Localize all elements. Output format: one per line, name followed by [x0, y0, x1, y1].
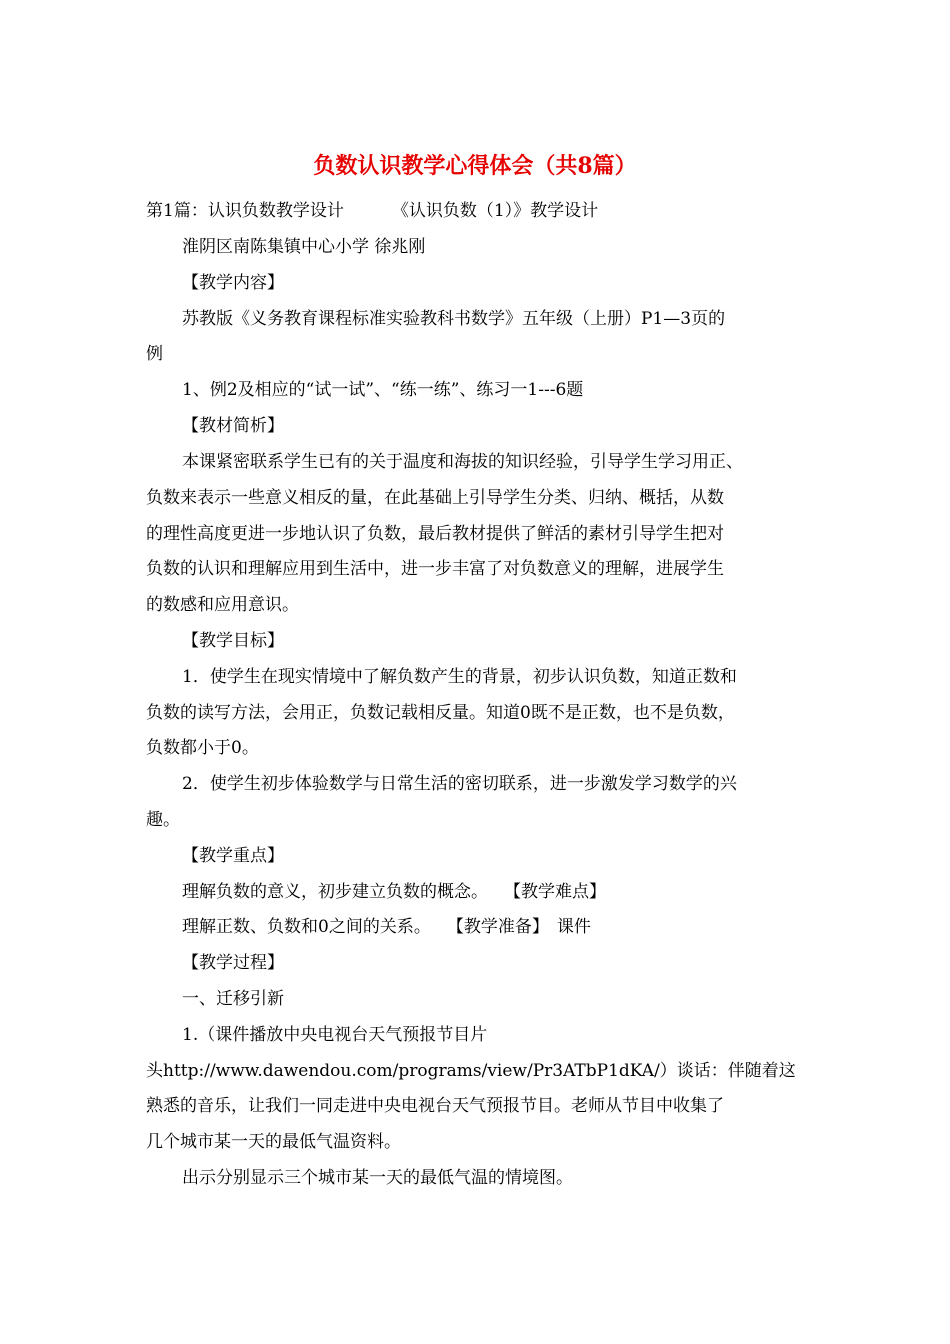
goal-paragraph-line: 2．使学生初步体验数学与日常生活的密切联系，进一步激发学习数学的兴 — [182, 774, 737, 794]
goal-paragraph-line: 负数都小于0。 — [146, 738, 259, 758]
analysis-paragraph-line: 负数来表示一些意义相反的量，在此基础上引导学生分类、归纳、概括，从数 — [146, 488, 724, 508]
process-paragraph-line: 头http://www.dawendou.com/programs/view/Pr3ATbP1dKA/）谈话：伴随着这 — [146, 1061, 796, 1081]
goal-paragraph-line: 1．使学生在现实情境中了解负数产生的背景，初步认识负数，知道正数和 — [182, 667, 737, 687]
difficult-text: 理解正数、负数和0之间的关系。 — [182, 917, 431, 937]
content-paragraph-line: 1、例2及相应的“试一试”、“练一练”、练习一1---6题 — [182, 380, 584, 400]
section-heading-key: 【教学重点】 — [182, 846, 284, 866]
process-paragraph-line: 熟悉的音乐，让我们一同走进中央电视台天气预报节目。老师从节目中收集了 — [146, 1096, 724, 1116]
content-paragraph-line: 例 — [146, 344, 163, 364]
section-heading-prep: 【教学准备】 — [446, 917, 549, 937]
prep-text: 课件 — [556, 917, 591, 937]
chapter-header — [146, 199, 598, 223]
analysis-paragraph-line: 本课紧密联系学生已有的关于温度和海拔的知识经验，引导学生学习用正、 — [182, 452, 743, 472]
section-heading-analysis: 【教材简析】 — [182, 416, 284, 436]
key-difficult-line — [182, 880, 606, 904]
process-step-heading: 一、迁移引新 — [182, 989, 284, 1009]
section-heading-content: 【教学内容】 — [182, 273, 284, 293]
chapter-header-right: 《认识负数（1）》教学设计 — [391, 201, 599, 221]
chapter-header-left: 第1篇：认识负数教学设计 — [146, 201, 344, 221]
difficult-prep-line — [182, 915, 591, 939]
section-heading-goal: 【教学目标】 — [182, 631, 284, 651]
analysis-paragraph-line: 的数感和应用意识。 — [146, 595, 299, 615]
goal-paragraph-line: 负数的读写方法，会用正，负数记载相反量。知道0既不是正数，也不是负数， — [146, 703, 735, 723]
goal-paragraph-line: 趣。 — [146, 810, 180, 830]
process-paragraph-line: 几个城市某一天的最低气温资料。 — [146, 1132, 401, 1152]
content-paragraph-line: 苏教版《义务教育课程标准实验教科书数学》五年级（上册）P1—3页的 — [182, 309, 726, 329]
section-heading-process: 【教学过程】 — [182, 953, 284, 973]
analysis-paragraph-line: 的理性高度更进一步地认识了负数，最后教材提供了鲜活的素材引导学生把对 — [146, 524, 724, 544]
process-paragraph-line: 出示分别显示三个城市某一天的最低气温的情境图。 — [182, 1168, 573, 1188]
analysis-paragraph-line: 负数的认识和理解应用到生活中，进一步丰富了对负数意义的理解，进展学生 — [146, 559, 724, 579]
key-text: 理解负数的意义，初步建立负数的概念。 — [182, 882, 488, 902]
process-paragraph-line: 1.（课件播放中央电视台天气预报节目片 — [182, 1025, 488, 1045]
document-title: 负数认识教学心得体会（共8篇） — [313, 153, 637, 179]
author-line: 淮阴区南陈集镇中心小学 徐兆刚 — [182, 237, 426, 257]
section-heading-difficult: 【教学难点】 — [504, 882, 606, 902]
